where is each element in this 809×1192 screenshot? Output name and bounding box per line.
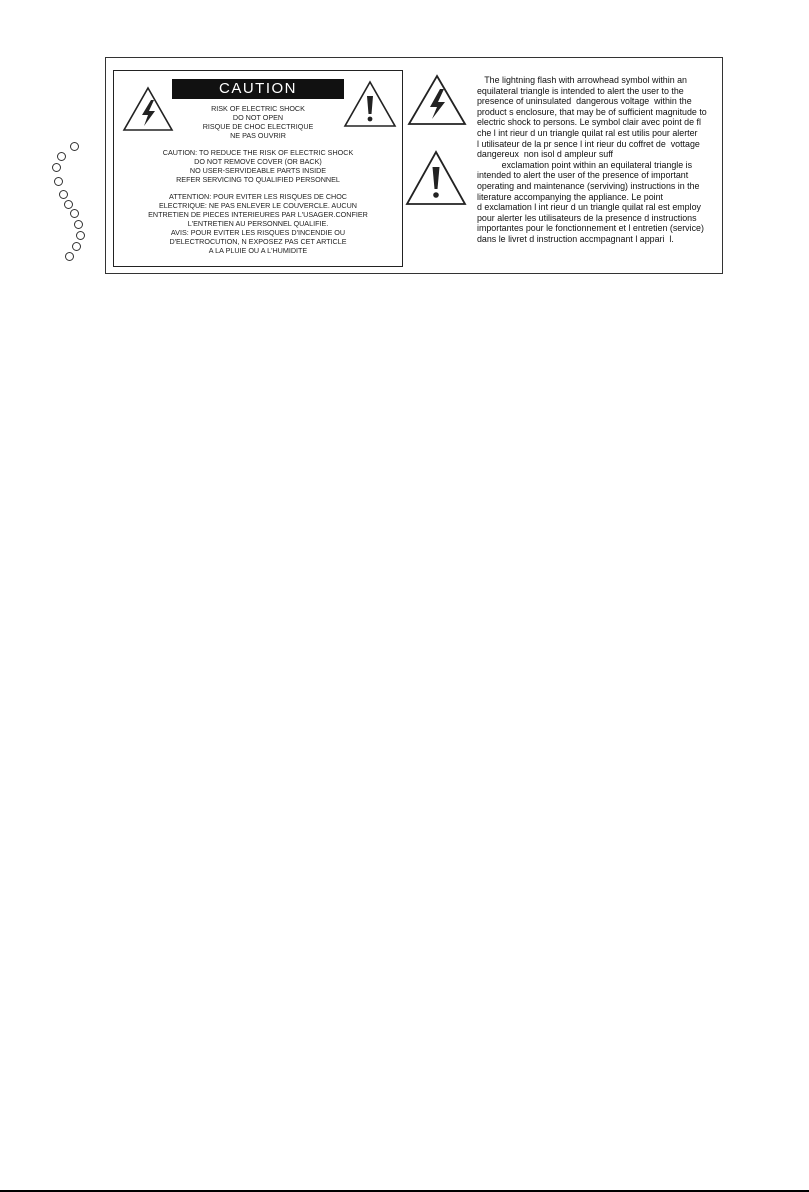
attention-line: AVIS: POUR EVITER LES RISQUES D'INCENDIE OU — [170, 228, 346, 237]
circle-dot — [72, 242, 81, 251]
caution-line: REFER SERVICING TO QUALIFIED PERSONNEL — [176, 175, 340, 184]
caution-line: NO USER-SERVIDEABLE PARTS INSIDE — [189, 166, 327, 175]
description-line: dans le livret d instruction accmpagnant l appari l. — [477, 233, 674, 244]
circle-dot — [52, 163, 61, 172]
risk-line: NE PAS OUVRIR — [230, 131, 286, 140]
circle-dot — [65, 252, 74, 261]
circle-dot — [74, 220, 83, 229]
description-line: literature accompanying the appliance. Le point — [477, 191, 664, 202]
description-line: The lightning flash with arrowhead symbol within an — [477, 75, 687, 85]
attention-line: ENTRETIEN DE PIECES INTERIEURES PAR L'USAGER.CONFIER — [148, 210, 368, 219]
attention-line: D'ELECTROCUTION, N EXPOSEZ PAS CET ARTICLE — [169, 237, 347, 246]
attention-line: A LA PLUIE OU A L'HUMIDITE — [208, 246, 308, 255]
caution-line: CAUTION: TO REDUCE THE RISK OF ELECTRIC SHOCK — [162, 148, 354, 157]
description-line: product s enclosure, that may be of sufficient magnitude to — [477, 106, 707, 117]
circle-dot — [70, 209, 79, 218]
description-line: equilateral triangle is intended to alert the user to the — [477, 85, 684, 96]
attention-line: ATTENTION: POUR EVITER LES RISQUES DE CHOC — [169, 192, 347, 201]
description-line: che l int rieur d un triangle quilat ral est utilis pour alerter — [477, 127, 698, 138]
description-line: intended to alert the user of the presence of important — [477, 170, 689, 181]
caution-title: CAUTION — [172, 79, 344, 99]
description-line: electric shock to persons. Le symbol clair avec point de fl — [477, 117, 701, 128]
description-line: exclamation point within an equilateral triangle is — [477, 159, 693, 170]
circle-dot — [70, 142, 79, 151]
description-line: pour alerter les utilisateurs de la presence d instructions — [477, 212, 697, 223]
description-line: dangereux non isol d ampleur suff — [477, 149, 614, 160]
description-line: presence of uninsulated dangerous voltage within the — [477, 96, 692, 107]
symbol-description — [477, 75, 717, 245]
risk-line: DO NOT OPEN — [232, 113, 284, 122]
decorative-circles — [50, 142, 90, 272]
circle-dot — [76, 231, 85, 240]
risk-text-block — [116, 104, 400, 140]
description-line: operating and maintenance (serviving) instructions in the — [477, 180, 700, 191]
circle-dot — [64, 200, 73, 209]
circle-dot — [59, 190, 68, 199]
attention-text-block — [116, 192, 400, 255]
description-line: d exclamation l int rieur d un triangle quilat ral est employ — [477, 202, 701, 213]
risk-line: RISK OF ELECTRIC SHOCK — [211, 104, 305, 113]
attention-line: L'ENTRETIEN AU PERSONNEL QUALIFIE. — [187, 219, 329, 228]
lightning-warning-icon — [407, 74, 467, 126]
description-line: importantes pour le fonctionnement et l entretien (service) — [477, 223, 704, 234]
caution-line: DO NOT REMOVE COVER (OR BACK) — [194, 157, 322, 166]
exclamation-warning-icon — [405, 150, 467, 206]
attention-line: ELECTRIQUE: NE PAS ENLEVER LE COUVERCLE. AUCUN — [159, 201, 357, 210]
risk-line: RISQUE DE CHOC ELECTRIQUE — [202, 122, 314, 131]
circle-dot — [54, 177, 63, 186]
caution-text-block — [116, 148, 400, 184]
description-line: l utilisateur de la pr sence l int rieur du coffret de vottage — [477, 138, 700, 149]
circle-dot — [57, 152, 66, 161]
